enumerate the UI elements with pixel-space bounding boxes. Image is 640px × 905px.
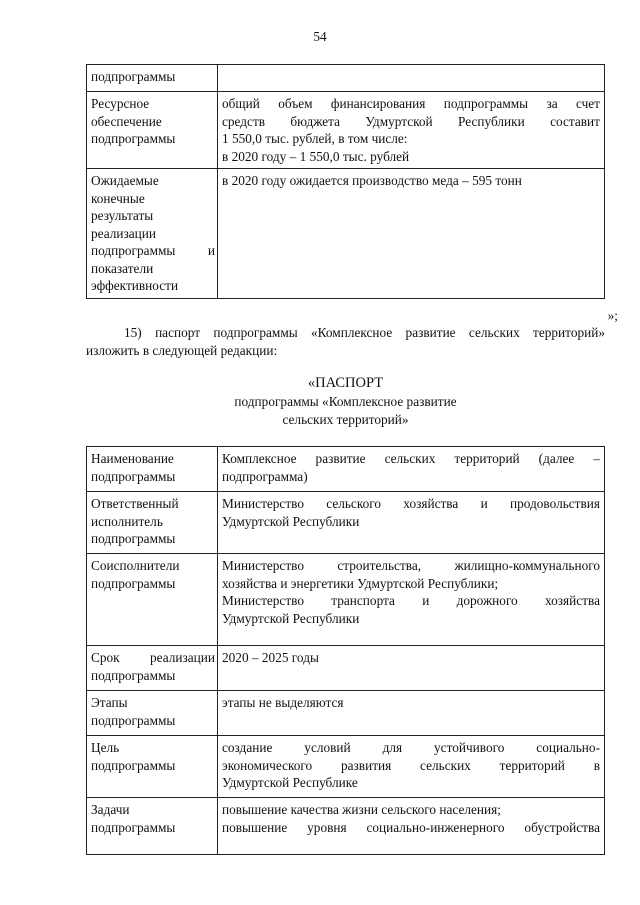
row-label-line: Срок реализации (91, 650, 215, 665)
row-label-line: подпрограммы (91, 575, 176, 591)
row-label-line: Задачи (91, 802, 130, 817)
row-value-line: Удмуртской Республике (222, 775, 358, 790)
row-label-line: подпрограммы (91, 712, 176, 728)
row-label-line: подпрограммы и (91, 243, 215, 258)
row-label-cell (87, 447, 218, 492)
row-value-line: экономического развития сельских территорий в (222, 757, 600, 773)
row-value-cell (218, 736, 605, 798)
row-value-line: общий объем финансирования подпрограммы за счет (222, 96, 600, 111)
row-label-cell (87, 798, 218, 855)
table-row (87, 736, 605, 798)
row-value-cell (218, 798, 605, 855)
row-label-line: эффективности (91, 278, 179, 293)
row-value-line: 2020 – 2025 годы (222, 650, 319, 665)
row-label-line: Ответственный (91, 496, 179, 511)
row-label-cell (87, 691, 218, 736)
passport-title-line-3: сельских территорий» (282, 411, 409, 427)
row-value-line: 1 550,0 тыс. рублей, в том числе: (222, 131, 408, 146)
row-value-cell (218, 92, 605, 169)
row-label-line: подпрограммы (91, 69, 176, 84)
row-value-cell (218, 554, 605, 646)
row-label-cell (87, 492, 218, 554)
page-number: 54 (313, 29, 327, 44)
row-label-line: Соисполнители (91, 558, 180, 573)
row-value-line: Удмуртской Республики (222, 610, 360, 626)
row-label-line: конечные (91, 190, 145, 206)
row-value-line: повышение уровня социально-инженерного обустройства (222, 819, 600, 835)
row-label-line: подпрограммы (91, 757, 176, 773)
row-value-line: хозяйства и энергетики Удмуртской Республики; (222, 575, 499, 591)
row-label-line: исполнитель (91, 513, 163, 529)
row-value-line: Удмуртской Республики (222, 513, 360, 529)
row-value-line: этапы не выделяются (222, 695, 344, 710)
table-row (87, 646, 605, 691)
row-value-line: в 2020 году ожидается производство меда – 595 тонн (222, 173, 522, 188)
row-label-cell (87, 169, 218, 299)
row-value-line: подпрограмма) (222, 468, 308, 484)
table-row (87, 169, 605, 299)
row-value-line: Министерство строительства, жилищно-коммунального (222, 558, 600, 573)
row-label-line: подпрограммы (91, 531, 176, 546)
table-row (87, 798, 605, 855)
row-label-cell (87, 646, 218, 691)
row-label-line: подпрограммы (91, 819, 176, 835)
row-label-cell (87, 92, 218, 169)
row-label-line: подпрограммы (91, 131, 176, 146)
row-label-line: Ожидаемые (91, 173, 159, 188)
row-value-cell (218, 65, 605, 92)
passport-title-line-2: подпрограммы «Комплексное развитие (234, 394, 457, 409)
row-value-cell (218, 646, 605, 691)
closing-quote-mark: »; (607, 308, 618, 323)
row-label-line: подпрограммы (91, 468, 176, 484)
row-label-line: Наименование (91, 451, 174, 466)
row-label-line: обеспечение (91, 113, 162, 129)
row-label-line: реализации (91, 225, 156, 241)
row-value-line: средств бюджета Удмуртской Республики составит (222, 113, 600, 129)
table-row (87, 92, 605, 169)
row-label-line: подпрограммы (91, 667, 176, 683)
table-row (87, 691, 605, 736)
row-label-cell (87, 554, 218, 646)
row-label-line: показатели (91, 260, 154, 276)
row-label-line: Цель (91, 740, 120, 755)
table-row (87, 554, 605, 646)
table-row (87, 492, 605, 554)
table-row (87, 447, 605, 492)
row-label-cell (87, 736, 218, 798)
amendment-paragraph-line-1: 15) паспорт подпрограммы «Комплексное развитие сельских территорий» (124, 325, 605, 340)
row-value-line: в 2020 году – 1 550,0 тыс. рублей (222, 148, 410, 164)
passport-table (86, 446, 605, 855)
row-label-line: Этапы (91, 695, 128, 710)
amendment-paragraph-line-2: изложить в следующей редакции: (86, 343, 278, 358)
row-label-line: результаты (91, 208, 154, 223)
row-value-cell (218, 492, 605, 554)
row-label-cell (87, 65, 218, 92)
row-value-line: Комплексное развитие сельских территорий (далее – (222, 451, 600, 466)
row-value-line: Министерство сельского хозяйства и продовольствия (222, 496, 600, 511)
row-value-line: повышение качества жизни сельского населения; (222, 802, 501, 817)
row-value-cell (218, 691, 605, 736)
passport-title (86, 374, 605, 428)
row-value-cell (218, 447, 605, 492)
row-value-cell (218, 169, 605, 299)
row-label-line: Ресурсное (91, 96, 150, 111)
table-row (87, 65, 605, 92)
previous-passport-table (86, 64, 605, 299)
passport-title-heading: «ПАСПОРТ (307, 375, 384, 391)
row-value-line: создание условий для устойчивого социально- (222, 740, 600, 755)
row-value-line: Министерство транспорта и дорожного хозяйства (222, 593, 600, 608)
